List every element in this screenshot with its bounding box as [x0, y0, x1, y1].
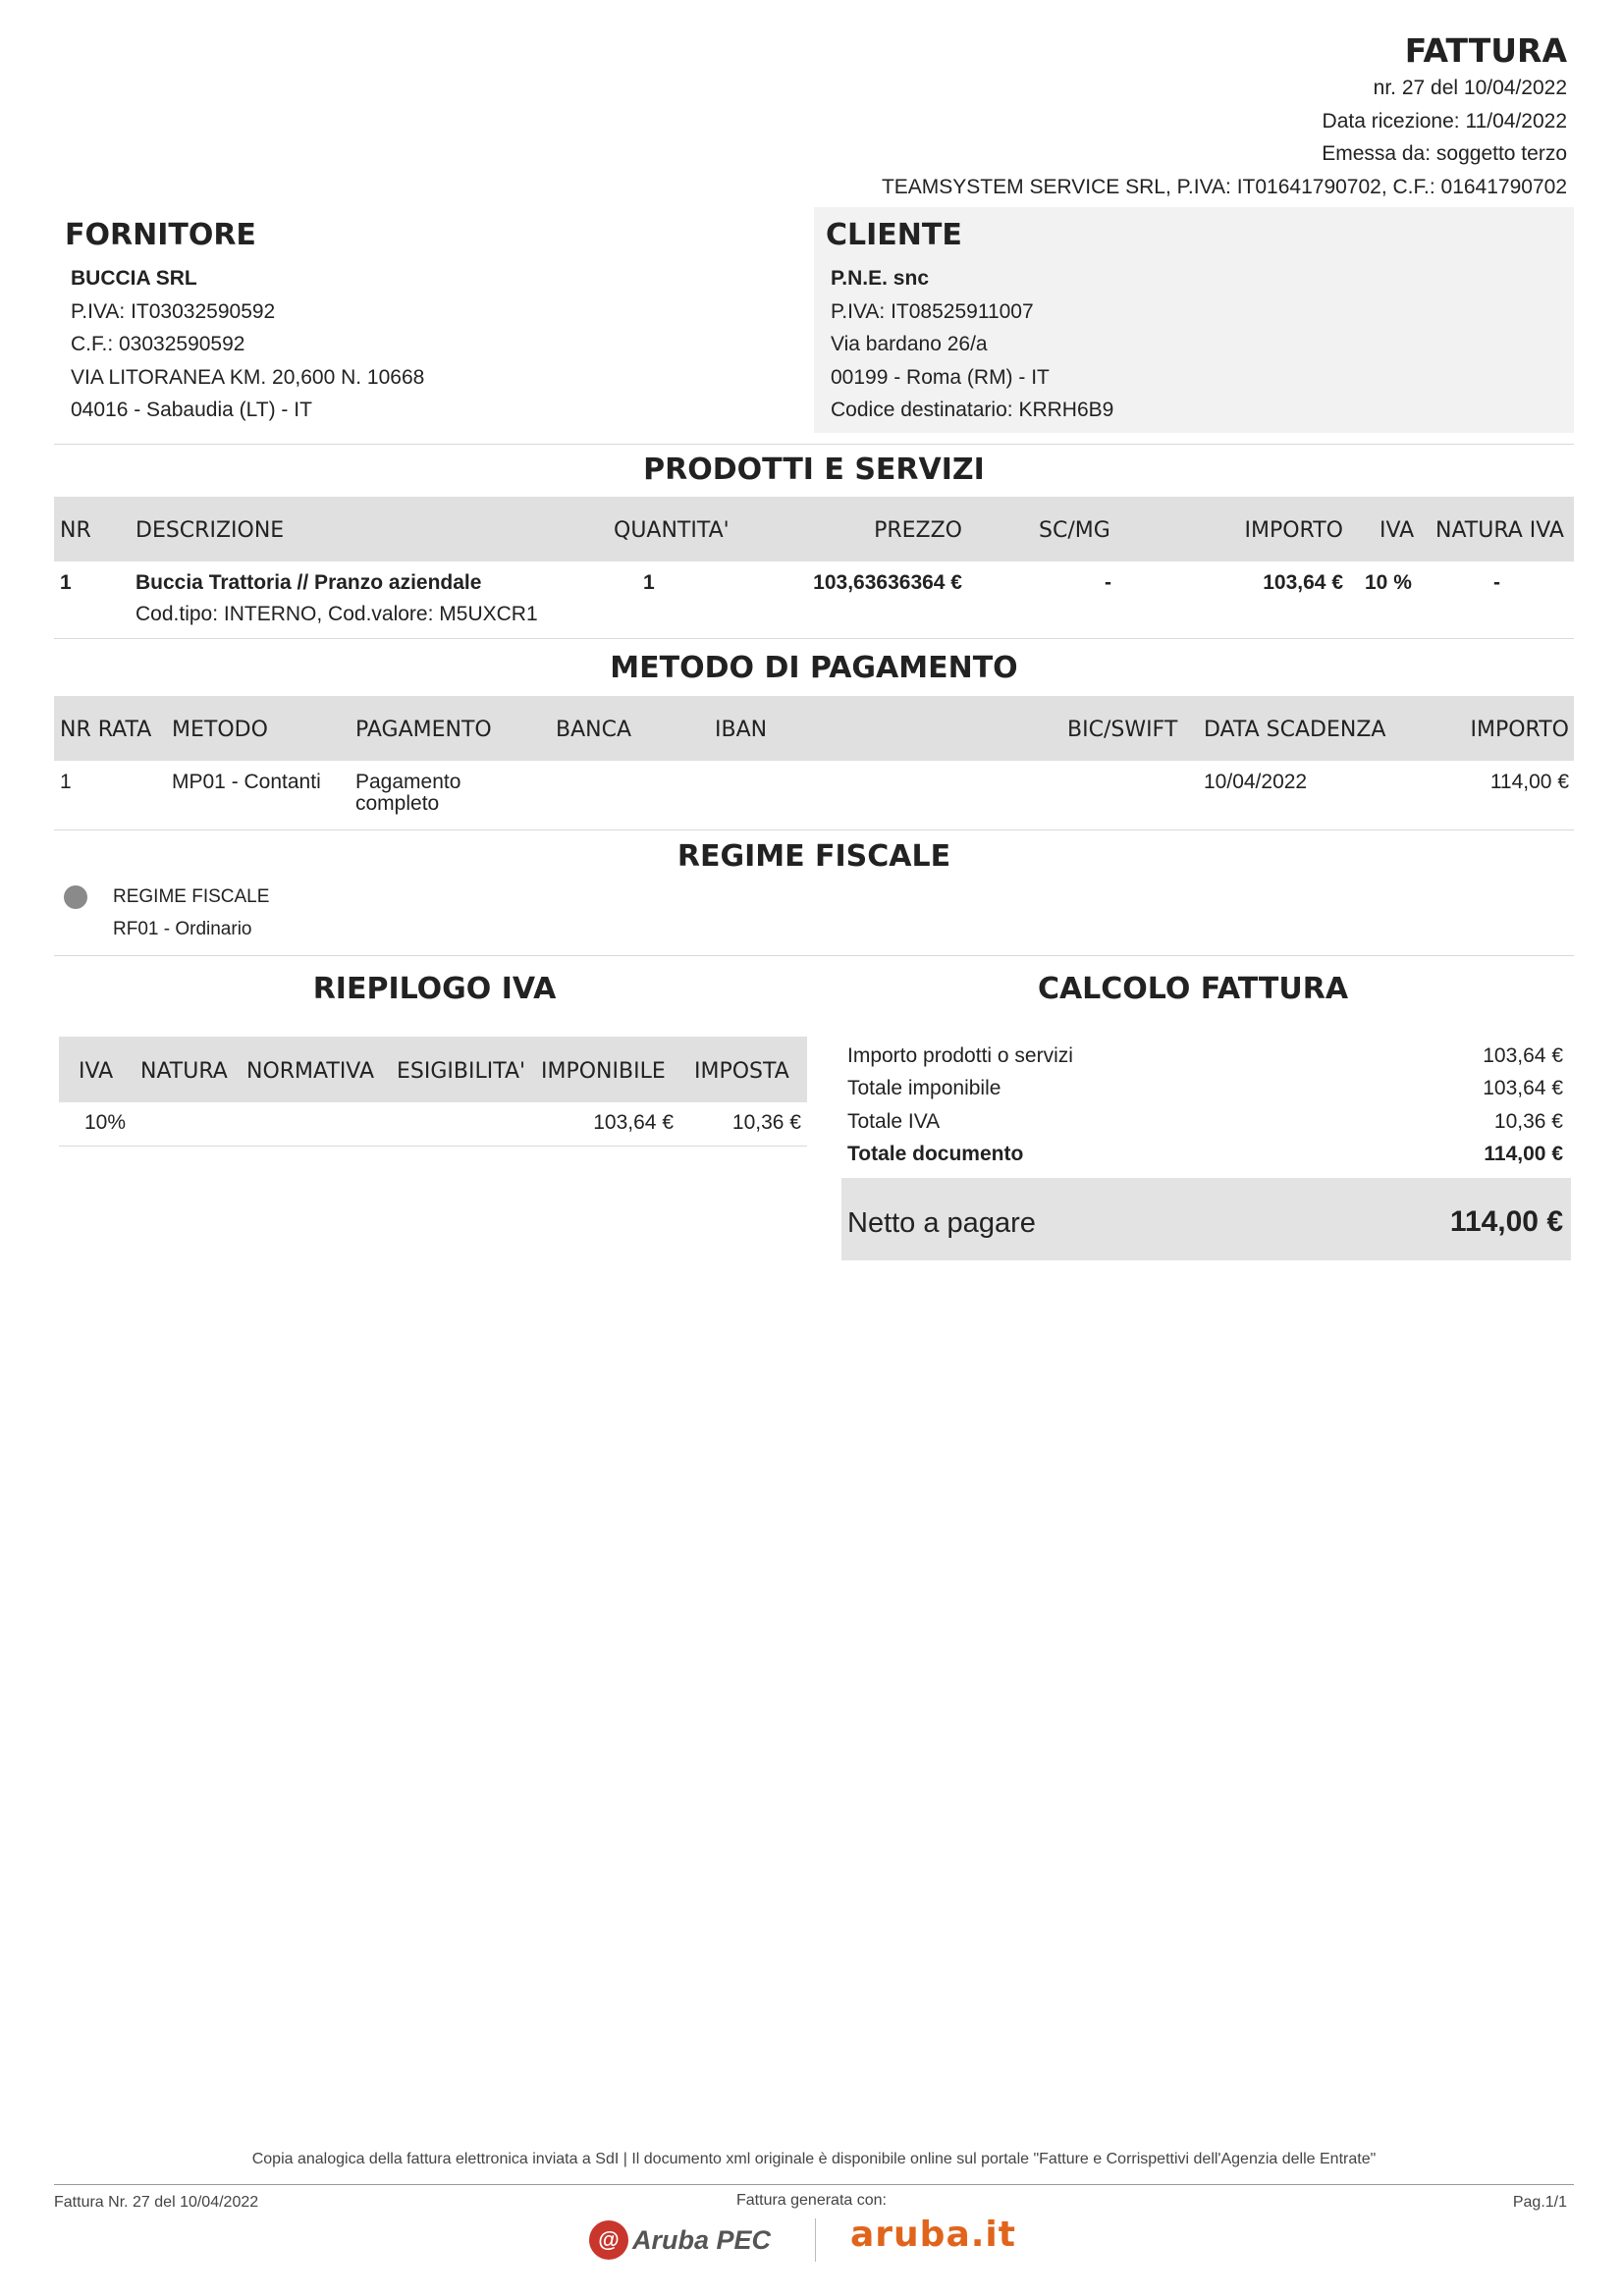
net-to-pay-value: 114,00 €: [1449, 1205, 1563, 1238]
calc-label-total: Totale documento: [847, 1143, 1024, 1165]
aruba-pec-logo-text: Aruba PEC: [632, 2224, 772, 2255]
tax-regime-label: REGIME FISCALE: [113, 886, 270, 907]
product-vat-nature: -: [1493, 571, 1500, 594]
footer-invoice-ref: Fattura Nr. 27 del 10/04/2022: [54, 2194, 259, 2211]
divider: [59, 1146, 807, 1147]
client-city: 00199 - Roma (RM) - IT: [831, 366, 1050, 389]
product-vat: 10 %: [1365, 571, 1412, 594]
aruba-it-logo: aruba.it: [850, 2215, 1016, 2255]
col-installment: NR RATA: [60, 718, 152, 742]
col-due-date: DATA SCADENZA: [1204, 718, 1386, 742]
col-price: PREZZO: [874, 518, 962, 543]
calc-value-total: 114,00 €: [1484, 1143, 1563, 1165]
payment-installment: 1: [60, 771, 72, 793]
vat-summary-tax: 10,36 €: [731, 1111, 801, 1134]
col-nr: NR: [60, 518, 91, 543]
product-amount: 103,64 €: [1263, 571, 1343, 594]
tax-regime-title: REGIME FISCALE: [676, 839, 951, 874]
vat-summary-taxable: 103,64 €: [593, 1111, 674, 1134]
divider: [54, 829, 1574, 830]
footer-notice: Copia analogica della fattura elettronica inviata a SdI | Il documento xml originale è disponibile online sul portale "Fatture e Corrispettivi dell'Agenzia delle Entrate": [251, 2151, 1377, 2167]
col-payment: PAGAMENTO: [355, 718, 492, 742]
invoice-number: nr. 27 del 10/04/2022: [1373, 77, 1567, 99]
invoice-calc-title: CALCOLO FATTURA: [1037, 972, 1349, 1006]
col-iban: IBAN: [715, 718, 768, 742]
calc-value-products: 103,64 €: [1483, 1044, 1563, 1067]
received-date: Data ricezione: 11/04/2022: [1322, 110, 1567, 133]
payment-type-line1: Pagamento: [355, 771, 461, 793]
calc-label-vat: Totale IVA: [847, 1110, 941, 1133]
footer-generated-by: Fattura generata con:: [736, 2192, 887, 2209]
supplier-fiscal-code: C.F.: 03032590592: [71, 333, 245, 355]
col-nature: NATURA: [140, 1059, 228, 1084]
client-title: CLIENTE: [826, 218, 962, 252]
col-quantity: QUANTITA': [614, 518, 730, 543]
payment-title: METODO DI PAGAMENTO: [610, 651, 1018, 685]
product-description: Buccia Trattoria // Pranzo aziendale: [135, 571, 482, 594]
tax-regime-value: RF01 - Ordinario: [113, 919, 252, 939]
col-bic: BIC/SWIFT: [1067, 718, 1178, 742]
calc-value-taxable: 103,64 €: [1483, 1077, 1563, 1099]
footer-divider: [54, 2184, 1574, 2185]
supplier-title: FORNITORE: [65, 218, 256, 252]
col-taxable: IMPONIBILE: [541, 1059, 666, 1084]
supplier-name: BUCCIA SRL: [71, 267, 197, 290]
vat-summary-rate: 10%: [84, 1111, 127, 1134]
payment-amount: 114,00 €: [1489, 771, 1569, 793]
calc-value-vat: 10,36 €: [1493, 1110, 1563, 1133]
divider: [54, 638, 1574, 639]
products-title: PRODOTTI E SERVIZI: [643, 453, 985, 487]
col-bank: BANCA: [556, 718, 632, 742]
document-title: FATTURA: [1404, 31, 1567, 70]
payment-type-line2: completo: [355, 792, 440, 815]
divider: [54, 955, 1574, 956]
footer-page: Pag.1/1: [1512, 2194, 1567, 2211]
col-payment-amount: IMPORTO: [1470, 718, 1569, 742]
issued-by: Emessa da: soggetto terzo: [1322, 142, 1567, 165]
client-address: Via bardano 26/a: [831, 333, 988, 355]
supplier-city: 04016 - Sabaudia (LT) - IT: [71, 399, 312, 421]
payment-method: MP01 - Contanti: [172, 771, 321, 793]
col-rule: NORMATIVA: [246, 1059, 375, 1084]
col-description: DESCRIZIONE: [135, 518, 285, 543]
product-discount: -: [1105, 571, 1111, 594]
product-nr: 1: [60, 571, 72, 594]
col-discount: SC/MG: [1039, 518, 1110, 543]
col-method: METODO: [172, 718, 268, 742]
col-amount: IMPORTO: [1244, 518, 1343, 543]
logo-divider: [815, 2218, 816, 2262]
seal-icon: @: [589, 2220, 628, 2260]
col-chargeability: ESIGIBILITA': [397, 1059, 526, 1084]
calc-label-products: Importo prodotti o servizi: [847, 1044, 1073, 1067]
payment-due-date: 10/04/2022: [1204, 771, 1308, 793]
col-vat: IVA: [1380, 518, 1415, 543]
aruba-pec-logo: [589, 2220, 771, 2260]
vat-summary-title: RIEPILOGO IVA: [312, 972, 557, 1006]
supplier-vat: P.IVA: IT03032590592: [71, 300, 276, 323]
product-code: Cod.tipo: INTERNO, Cod.valore: M5UXCR1: [135, 603, 538, 625]
col-vat-nature: NATURA IVA: [1435, 518, 1564, 543]
col-tax: IMPOSTA: [694, 1059, 789, 1084]
bullet-icon: [64, 885, 87, 909]
third-party-issuer: TEAMSYSTEM SERVICE SRL, P.IVA: IT01641790702, C.F.: 01641790702: [881, 176, 1567, 198]
supplier-address: VIA LITORANEA KM. 20,600 N. 10668: [71, 366, 425, 389]
calc-label-taxable: Totale imponibile: [847, 1077, 1001, 1099]
product-quantity: 1: [643, 571, 655, 594]
product-price: 103,63636364 €: [813, 571, 962, 594]
divider: [54, 444, 1574, 445]
client-name: P.N.E. snc: [831, 267, 929, 290]
client-recipient-code: Codice destinatario: KRRH6B9: [831, 399, 1114, 421]
net-to-pay-label: Netto a pagare: [847, 1207, 1036, 1239]
client-vat: P.IVA: IT08525911007: [831, 300, 1034, 323]
col-vat-rate: IVA: [79, 1059, 114, 1084]
